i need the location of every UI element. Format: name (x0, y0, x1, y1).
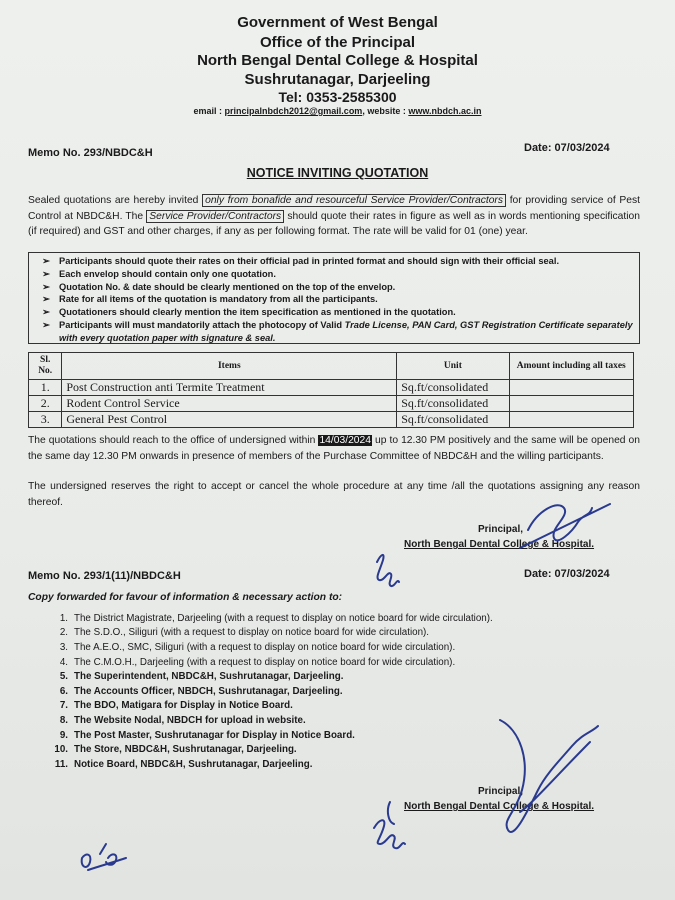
website-label: , website : (362, 106, 409, 116)
initial-signature-icon (377, 555, 399, 586)
arrow-bullet-icon: ➢ (42, 294, 50, 305)
list-item: 8. The Website Nodal, NBDCH for upload in website. (59, 714, 306, 726)
intro-boxed-1: only from bonafide and resourceful Service Provider/Contractors (202, 194, 506, 207)
instruction-item: ➢ Each envelop should contain only one quotation. (33, 268, 635, 281)
signatory2-org: North Bengal Dental College & Hospital. (404, 801, 595, 812)
instruction-item: ➢ Quotation No. & date should be clearly mentioned on the top of the envelop. (33, 281, 635, 294)
deadline-paragraph: The quotations should reach to the office of undersigned within 14/03/2024 up to 12.30 PM positively and the same will be opened on the same day 12.30 PM onwards in presence of members of the Purchase Committee of NBDC&H and the willing participants. (28, 435, 641, 462)
email-link[interactable]: principalnbdch2012@gmail.com (224, 106, 363, 116)
oc-initial-icon (82, 844, 126, 870)
intro-paragraph (28, 193, 640, 240)
email-label: email : (193, 106, 225, 116)
header-amount: Amount including all taxes (509, 353, 633, 380)
list-item: 10. The Store, NBDC&H, Sushrutanagar, Darjeeling. (54, 744, 297, 756)
arrow-bullet-icon: ➢ (42, 268, 50, 279)
table-row: 2. Rodent Control Service Sq.ft/consolidated (29, 396, 634, 412)
arrow-bullet-icon: ➢ (42, 319, 50, 330)
reserve-paragraph: The undersigned reserves the right to accept or cancel the whole procedure at any time /all the quotations assigning any reason thereof. (28, 481, 640, 508)
deadline-date: 14/03/2024 (319, 435, 371, 446)
header-address: Sushrutanagar, Darjeeling (244, 71, 431, 88)
copy-forwarded-title: Copy forwarded for favour of information & necessary action to: (28, 592, 343, 603)
website-link[interactable]: www.nbdch.ac.in (408, 106, 482, 116)
intro-text-1: Sealed quotations are hereby invited (28, 195, 203, 206)
instructions-box (28, 252, 640, 344)
list-item: 2. The S.D.O., Siliguri (with a request to display on notice board for wide circulation). (59, 627, 430, 639)
list-item: 4. The C.M.O.H., Darjeeling (with a request to display on notice board for wide circulation). (59, 656, 456, 668)
list-item: 6. The Accounts Officer, NBDCH, Sushrutanagar, Darjeeling. (59, 685, 343, 697)
notice-title: NOTICE INVITING QUOTATION (246, 166, 429, 180)
intro-text-3: should quote their rates in figure as well as in words mentioning specification (if required) and GST and other charges, if any as per following format. The rate will be valid for 01 (one) year. (28, 210, 641, 237)
memo2-number: Memo No. 293/1(11)/NBDC&H (28, 570, 181, 582)
header-government: Government of West Bengal (237, 14, 438, 31)
header-items: Items (62, 353, 397, 380)
list-item: 7. The BDO, Matigara for Display in Notice Board. (59, 700, 293, 712)
header-college: North Bengal Dental College & Hospital (197, 52, 478, 69)
list-item: 3. The A.E.O., SMC, Siliguri (with a request to display on notice board for wide circulation). (59, 641, 456, 653)
signatory-title: Principal, (478, 524, 524, 535)
list-item: 9. The Post Master, Sushrutanagar for Display in Notice Board. (59, 729, 355, 741)
items-table (28, 352, 634, 428)
header-office: Office of the Principal (259, 34, 416, 51)
instruction-item: ➢ Rate for all items of the quotation is mandatory from all the participants. (33, 293, 635, 306)
table-row: 3. General Pest Control Sq.ft/consolidated (29, 412, 634, 428)
instruction-item: ➢ Quotationers should clearly mention the item specification as mentioned in the quotation. (33, 306, 635, 319)
table-header-row (29, 353, 634, 380)
header-unit: Unit (397, 353, 509, 380)
instruction-item: ➢ Participants should quote their rates on their official pad in printed format and should sign with their official seal. (33, 255, 635, 268)
intro-text-2: for providing service of Pest Control at NBDC&H. The (28, 195, 641, 222)
header-sl-no: Sl. No. (29, 353, 62, 380)
table-row: 1. Post Construction anti Termite Treatment Sq.ft/consolidated (29, 380, 634, 396)
arrow-bullet-icon: ➢ (42, 281, 50, 292)
initial-signature-lower-icon (374, 802, 405, 848)
arrow-bullet-icon: ➢ (42, 256, 50, 266)
header-telephone: Tel: 0353-2585300 (278, 89, 397, 105)
signatory-org: North Bengal Dental College & Hospital. (404, 539, 595, 550)
signatory2-title: Principal, (478, 786, 524, 797)
header-contact (0, 106, 675, 116)
memo-number: Memo No. 293/NBDC&H (28, 147, 153, 159)
memo2-date: Date: 07/03/2024 (524, 568, 610, 580)
list-item: 1. The District Magistrate, Darjeeling (with a request to display on notice board for wide circulation). (59, 612, 493, 624)
instruction-item: ➢ Participants will must mandatorily attach the photocopy of Valid Trade License, PAN Card, GST Registration Certificate separately with every quotation paper with signature & seal. (33, 319, 635, 345)
copy-list (40, 611, 600, 772)
memo-date: Date: 07/03/2024 (524, 142, 610, 154)
list-item: 5. The Superintendent, NBDC&H, Sushrutanagar, Darjeeling. (59, 671, 344, 683)
arrow-bullet-icon: ➢ (42, 307, 50, 318)
list-item: 11. Notice Board, NBDC&H, Sushrutanagar, Darjeeling. (54, 758, 313, 770)
intro-boxed-2: Service Provider/Contractors (146, 210, 284, 223)
